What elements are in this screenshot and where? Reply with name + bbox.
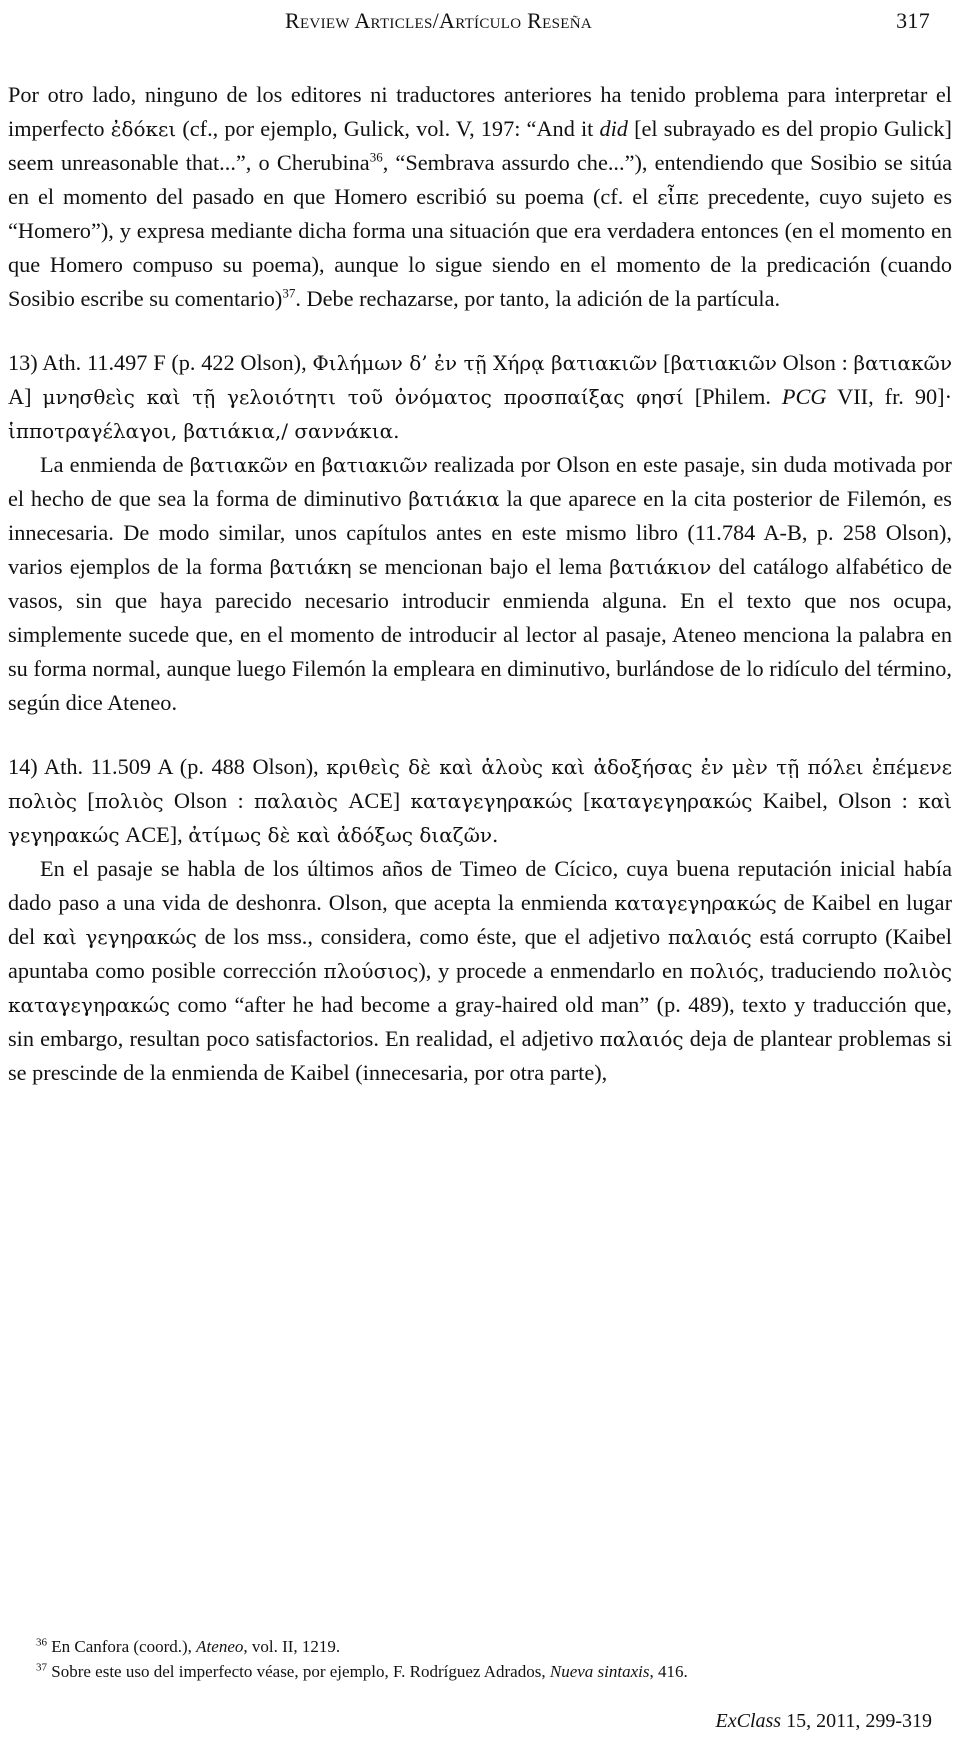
greek-term: βατιάκη: [269, 555, 352, 579]
text-run: ACE],: [119, 822, 189, 847]
text-run: Kaibel, Olson :: [752, 788, 919, 813]
text-run: Sobre este uso del imperfecto véase, por ejemplo, F. Rodríguez Adrados,: [47, 1662, 550, 1681]
greek-quote: Φιλήμων δ’ ἐν τῇ Χήρᾳ βατιακιῶν: [312, 351, 658, 375]
text-run: ), y procede a enmendarlo en: [418, 958, 690, 983]
greek-term: βατιάκια: [408, 487, 500, 511]
greek-quote: μνησθεὶς καὶ τῇ γελοιότητι τοῦ ὀνόματος προσπαίξας φησί: [42, 385, 684, 409]
text-run: En Canfora (coord.),: [47, 1637, 197, 1656]
text-run: de los mss., considera, como éste, que el adjetivo: [196, 924, 668, 949]
text-run: está corrupto (Kaibel apuntaba como posible corrección: [8, 924, 952, 983]
greek-term: βατιακῶν: [853, 351, 952, 375]
greek-term: καὶ γεγηρακώς: [42, 925, 197, 949]
text-run: ACE]: [337, 788, 411, 813]
greek-quote: ἱπποτραγέλαγοι, βατιάκια,/ σαννάκια.: [8, 419, 400, 443]
text-run: [: [76, 788, 95, 813]
greek-term: πολιός: [689, 959, 759, 983]
text-run: [el subrayado es del propio Gulick] seem unreasonable that...”, o Cherubina: [8, 116, 952, 175]
greek-term: βατιακιῶν: [321, 453, 428, 477]
greek-term: βατιακῶν: [189, 453, 289, 477]
text-run: . Debe rechazarse, por tanto, la adición de la partícula.: [295, 286, 781, 311]
text-run: [: [657, 350, 671, 375]
text-run: precedente, cuyo sujeto es “Homero”), y expresa mediante dicha forma una situación que era verdadera entonces (en el momento en que Homero compuso su poema), aunque lo sigue siendo en el momento de la predicación (cuando Sosibio escribe su comentario): [8, 184, 952, 311]
text-run: se mencionan bajo el lema: [351, 554, 610, 579]
footnote-number: 37: [36, 1661, 47, 1674]
entry-13: [8, 346, 952, 448]
italic-term: did: [599, 116, 628, 141]
running-title: Review Articles/Artículo Reseña: [285, 8, 592, 33]
entry-14: [8, 750, 952, 852]
paragraph-commentary-13: [8, 448, 952, 720]
text-run: A]: [8, 384, 43, 409]
journal-citation: 15, 2011, 299-319: [781, 1710, 932, 1732]
greek-quote: ἀτίμως δὲ καὶ ἀδόξως διαζῶν.: [188, 823, 499, 847]
text-run: En el pasaje se habla de los últimos años de Timeo de Cícico, cuya buena reputación inicial había dado paso a una vida de deshonra. Olson, que acepta la enmienda: [8, 856, 952, 915]
greek-term: παλαιός: [599, 1027, 684, 1051]
spacer: [8, 720, 952, 750]
greek-term: εἶπε: [657, 185, 699, 209]
greek-term: καὶ γεγηρακώς: [8, 789, 953, 847]
text-run: Por otro lado, ninguno de los editores ni traductores anteriores ha tenido problema para interpretar el imperfecto: [8, 82, 952, 141]
text-run: [: [572, 788, 591, 813]
greek-term: βατιάκιον: [609, 555, 712, 579]
text-run: (cf., por ejemplo, Gulick, vol. V, 197: “And it: [176, 116, 600, 141]
italic-term: Nueva sintaxis: [549, 1662, 650, 1681]
text-run: deja de plantear problemas si se prescinde de la enmienda de Kaibel (innecesaria, por otra parte),: [8, 1026, 952, 1085]
page-header: [0, 4, 960, 44]
text-run: , traduciendo: [758, 958, 884, 983]
footnotes: [8, 1634, 952, 1684]
greek-term: πολιὸς καταγεγηρακώς: [8, 959, 953, 1017]
text-run: VII, fr. 90]·: [826, 384, 953, 409]
page-number: 317: [896, 8, 930, 33]
entry-reference: 13) Ath. 11.497 F (p. 422 Olson),: [8, 350, 313, 375]
text-run: La enmienda de: [40, 452, 190, 477]
main-text: [8, 78, 952, 1090]
greek-term: καταγεγηρακώς: [590, 789, 753, 813]
text-run: [Philem.: [683, 384, 782, 409]
text-run: del catálogo alfabético de vasos, sin que haya parecido necesario introducir enmienda alguna. En el texto que nos ocupa, simplemente sucede que, en el momento de introducir al lector al pasaje, Ateneo menciona la palabra en su forma normal, aunque luego Filemón la empleara en diminutivo, burlándose de lo ridículo del término, según dice Ateneo.: [8, 554, 952, 715]
text-run: en: [288, 452, 322, 477]
italic-term: PCG: [781, 384, 827, 409]
footnote-number: 36: [36, 1636, 47, 1649]
greek-term: παλαιός: [667, 925, 752, 949]
footnote-37: [8, 1659, 952, 1684]
greek-term: παλαιὸς: [254, 789, 338, 813]
greek-term: βατιακιῶν: [670, 351, 777, 375]
paragraph-commentary-14: [8, 852, 952, 1090]
text-run: realizada por Olson en este pasaje, sin duda motivada por el hecho de que sea la forma de diminutivo: [8, 452, 952, 511]
greek-term: πολιὸς: [94, 789, 164, 813]
text-run: de Kaibel en lugar del: [8, 890, 952, 949]
italic-term: Ateneo: [196, 1637, 244, 1656]
greek-quote: κριθεὶς δὲ καὶ ἁλοὺς καὶ ἀδοξήσας ἐν μὲν τῇ πόλει ἐπέμενε πολιὸς: [8, 755, 953, 813]
page-footer: [716, 1710, 932, 1733]
paragraph-imperfect: [8, 78, 952, 316]
greek-term: ἐδόκει: [110, 117, 177, 141]
greek-term: πλούσιος: [323, 959, 419, 983]
greek-term: καταγεγηρακώς: [410, 789, 573, 813]
footnote-ref-37[interactable]: 37: [282, 285, 296, 301]
footnote-36: [8, 1634, 952, 1659]
text-run: como “after he had become a gray-haired old man” (p. 489), texto y traducción que, sin embargo, resultan poco satisfactorios. En realidad, el adjetivo: [8, 992, 952, 1051]
greek-term: καταγεγηρακώς: [614, 891, 777, 915]
entry-reference: 14) Ath. 11.509 A (p. 488 Olson),: [8, 754, 327, 779]
text-run: , vol. II, 1219.: [243, 1637, 341, 1656]
text-run: , “Sembrava assurdo che...”), entendiendo que Sosibio se sitúa en el momento del pasado en que Homero escribió su poema (cf. el: [8, 150, 952, 209]
text-run: la que aparece en la cita posterior de Filemón, es innecesaria. De modo similar, unos capítulos antes en este mismo libro (11.784 A-B, p. 258 Olson), varios ejemplos de la forma: [8, 486, 952, 579]
text-run: Olson :: [776, 350, 854, 375]
journal-name: ExClass: [715, 1710, 782, 1732]
text-run: Olson :: [163, 788, 254, 813]
footnote-ref-36[interactable]: 36: [369, 149, 383, 165]
text-run: , 416.: [649, 1662, 688, 1681]
spacer: [8, 316, 952, 346]
